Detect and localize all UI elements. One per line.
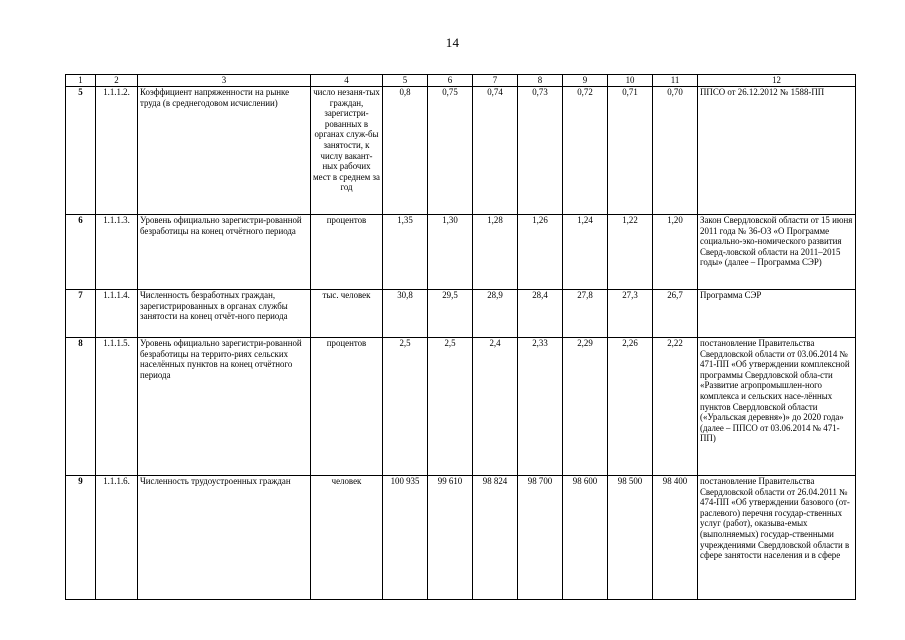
column-header: 12	[698, 75, 856, 87]
source-document: Программа СЭР	[698, 290, 856, 338]
row-number: 5	[66, 87, 96, 215]
row-number: 7	[66, 290, 96, 338]
table-row	[66, 476, 856, 600]
table-row	[66, 215, 856, 290]
value-cell: 98 824	[473, 476, 518, 600]
indicator-name: Уровень официально зарегистри-рованной безработицы на конец отчётного периода	[138, 215, 311, 290]
value-cell: 28,9	[473, 290, 518, 338]
column-header: 5	[383, 75, 428, 87]
value-cell: 1,24	[563, 215, 608, 290]
column-header: 9	[563, 75, 608, 87]
row-number: 9	[66, 476, 96, 600]
value-cell: 0,70	[653, 87, 698, 215]
value-cell: 2,4	[473, 338, 518, 476]
value-cell: 0,8	[383, 87, 428, 215]
column-header: 8	[518, 75, 563, 87]
value-cell: 1,22	[608, 215, 653, 290]
value-cell: 1,30	[428, 215, 473, 290]
column-header: 10	[608, 75, 653, 87]
column-header: 6	[428, 75, 473, 87]
source-document: постановление Правительства Свердловской области от 26.04.2011 № 474-ПП «Об утверждении базового (от-раслевого) перечня государ-ственных услуг (работ), оказыва-емых (выполняемых) государ-ственными учреждениями Свердловской области в сфере занятости населения и в сфере	[698, 476, 856, 600]
value-cell: 0,72	[563, 87, 608, 215]
indicator-code: 1.1.1.6.	[96, 476, 138, 600]
value-cell: 0,73	[518, 87, 563, 215]
source-document: Закон Свердловской области от 15 июня 2011 года № 36-ОЗ «О Программе социально-эко-номического развития Сверд-ловской области на 2011–2015 годы» (далее – Программа СЭР)	[698, 215, 856, 290]
value-cell: 2,26	[608, 338, 653, 476]
indicator-code: 1.1.1.4.	[96, 290, 138, 338]
value-cell: 30,8	[383, 290, 428, 338]
value-cell: 100 935	[383, 476, 428, 600]
column-header: 11	[653, 75, 698, 87]
value-cell: 2,29	[563, 338, 608, 476]
value-cell: 2,33	[518, 338, 563, 476]
indicator-name: Коэффициент напряженности на рынке труда (в среднегодовом исчислении)	[138, 87, 311, 215]
unit-of-measure: процентов	[311, 215, 383, 290]
column-header: 1	[66, 75, 96, 87]
indicator-name: Уровень официально зарегистри-рованной безработицы на террито-риях сельских населённых пунктов на конец отчётного периода	[138, 338, 311, 476]
unit-of-measure: человек	[311, 476, 383, 600]
value-cell: 26,7	[653, 290, 698, 338]
value-cell: 98 400	[653, 476, 698, 600]
header-row	[66, 75, 856, 87]
unit-of-measure: тыс. человек	[311, 290, 383, 338]
unit-of-measure: число незаня-тых граждан, зарегистри-рованных в органах служ-бы занятости, к числу вакант-ных рабочих мест в среднем за год	[311, 87, 383, 215]
unit-of-measure: процентов	[311, 338, 383, 476]
indicator-code: 1.1.1.3.	[96, 215, 138, 290]
indicator-code: 1.1.1.2.	[96, 87, 138, 215]
value-cell: 27,8	[563, 290, 608, 338]
value-cell: 98 700	[518, 476, 563, 600]
column-header: 7	[473, 75, 518, 87]
value-cell: 1,20	[653, 215, 698, 290]
row-number: 6	[66, 215, 96, 290]
value-cell: 2,5	[428, 338, 473, 476]
value-cell: 98 500	[608, 476, 653, 600]
value-cell: 1,26	[518, 215, 563, 290]
column-header: 2	[96, 75, 138, 87]
column-header: 4	[311, 75, 383, 87]
indicators-table	[65, 74, 856, 600]
table-row	[66, 290, 856, 338]
value-cell: 29,5	[428, 290, 473, 338]
value-cell: 1,28	[473, 215, 518, 290]
value-cell: 99 610	[428, 476, 473, 600]
value-cell: 1,35	[383, 215, 428, 290]
row-number: 8	[66, 338, 96, 476]
value-cell: 98 600	[563, 476, 608, 600]
value-cell: 2,22	[653, 338, 698, 476]
value-cell: 0,75	[428, 87, 473, 215]
value-cell: 27,3	[608, 290, 653, 338]
value-cell: 0,74	[473, 87, 518, 215]
column-header: 3	[138, 75, 311, 87]
page-number: 14	[445, 35, 460, 50]
value-cell: 28,4	[518, 290, 563, 338]
indicator-name: Численность безработных граждан, зарегистрированных в органах службы занятости на конец отчёт-ного периода	[138, 290, 311, 338]
table-row	[66, 87, 856, 215]
table-row	[66, 338, 856, 476]
source-document: постановление Правительства Свердловской области от 03.06.2014 № 471-ПП «Об утверждении комплексной программы Свердловской обла-сти «Развитие агропромышлен-ного комплекса и сельских насе-лённых пунктов Свердловской области («Уральская деревня»)» до 2020 года» (далее – ППСО от 03.06.2014 № 471-ПП)	[698, 338, 856, 476]
value-cell: 2,5	[383, 338, 428, 476]
source-document: ППСО от 26.12.2012 № 1588-ПП	[698, 87, 856, 215]
indicator-name: Численность трудоустроенных граждан	[138, 476, 311, 600]
indicator-code: 1.1.1.5.	[96, 338, 138, 476]
value-cell: 0,71	[608, 87, 653, 215]
